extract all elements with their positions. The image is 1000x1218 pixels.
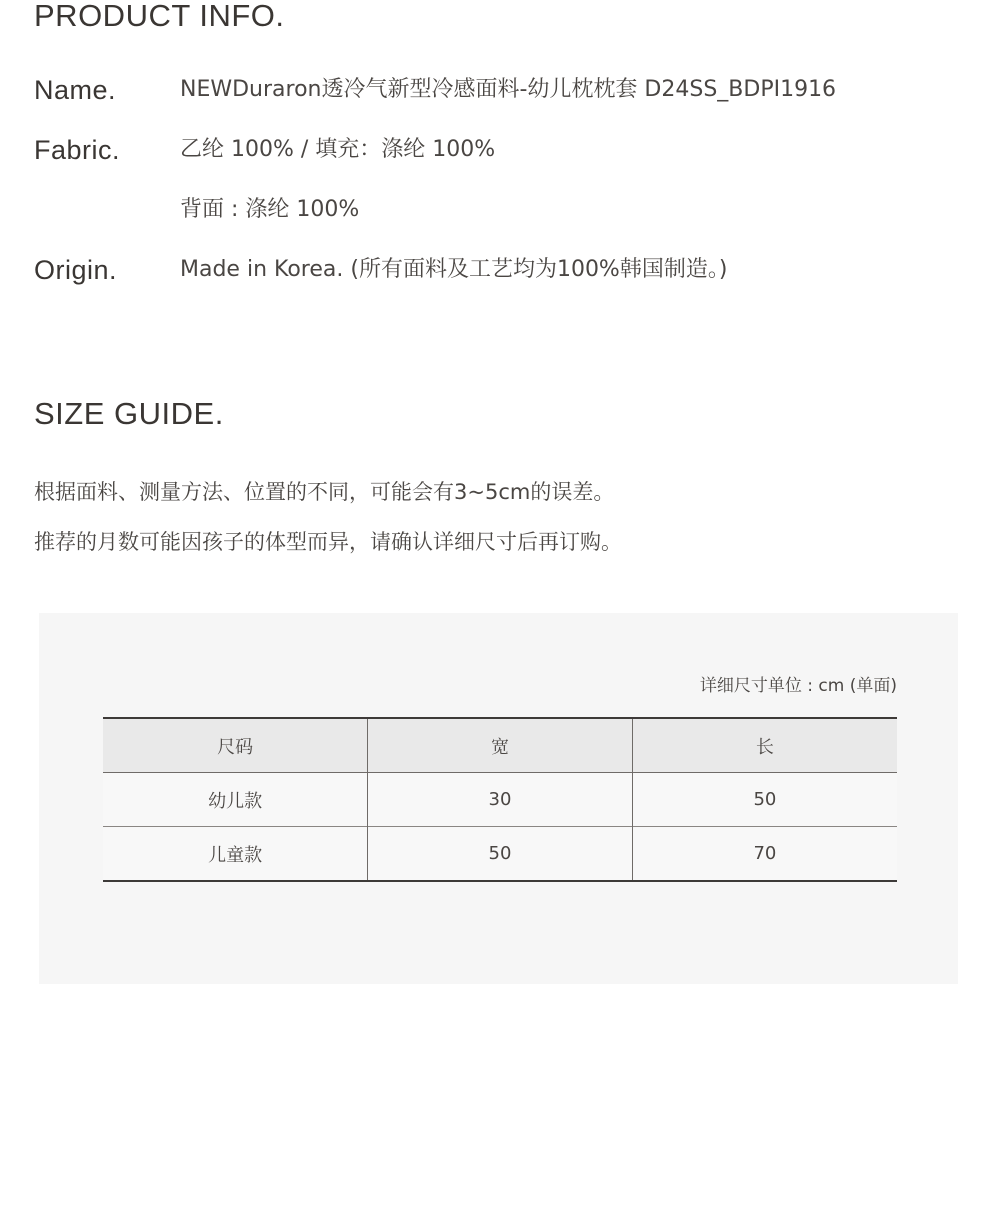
size-guide-title: SIZE GUIDE. [34, 396, 224, 431]
info-row-name [34, 74, 974, 114]
info-value-fabric-back: 背面 : 涤纶 100% [180, 197, 360, 222]
table-row [103, 773, 897, 827]
info-value-fabric: 乙纶 100% / 填充：涤纶 100% [180, 137, 496, 162]
info-label-origin: Origin. [34, 255, 118, 285]
product-info-title: PRODUCT INFO. [34, 0, 285, 33]
info-value-name: NEWDuraron透冷气新型冷感面料-幼儿枕枕套 D24SS_BDPI1916 [180, 77, 837, 102]
info-value-origin: Made in Korea. (所有面料及工艺均为100%韩国制造。) [180, 257, 728, 282]
cell-size: 幼儿款 [103, 773, 368, 827]
info-row-fabric [34, 134, 974, 174]
table-header-row [103, 718, 897, 773]
unit-note: 详细尺寸单位 : cm (单面) [699, 676, 897, 696]
info-row-origin [34, 254, 974, 294]
header-size: 尺码 [103, 718, 368, 773]
size-table-panel [39, 613, 958, 984]
cell-width: 50 [368, 827, 633, 882]
header-width: 宽 [368, 718, 633, 773]
header-length: 长 [755, 736, 774, 758]
size-table [103, 717, 897, 882]
size-note-tolerance: 根据面料、测量方法、位置的不同，可能会有3~5cm的误差。 [34, 480, 615, 504]
cell-size: 儿童款 [103, 827, 368, 882]
table-row [103, 827, 897, 882]
size-note-recommendation: 推荐的月数可能因孩子的体型而异，请确认详细尺寸后再订购。 [34, 530, 622, 554]
cell-width: 30 [368, 773, 633, 827]
info-label-fabric: Fabric. [34, 135, 121, 165]
cell-length: 70 [753, 843, 777, 864]
cell-length: 50 [753, 789, 777, 810]
info-label-name: Name. [34, 75, 117, 105]
info-row-fabric-back [34, 194, 974, 234]
